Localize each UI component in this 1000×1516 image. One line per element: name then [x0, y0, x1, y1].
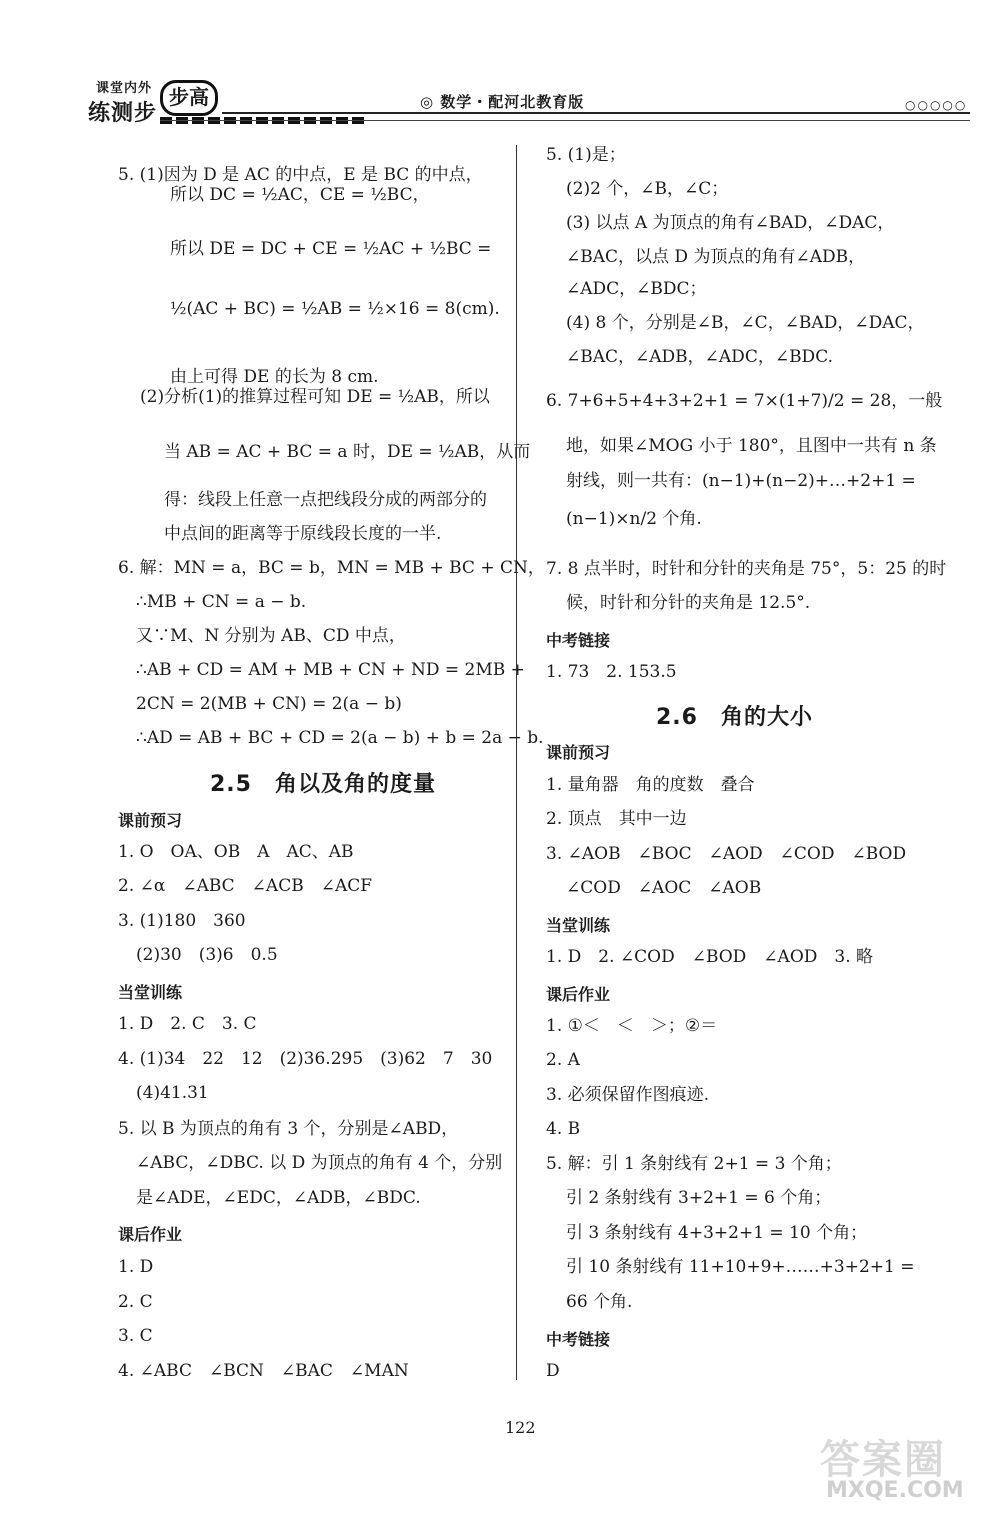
answer-line: ∠BAC，∠ADB，∠ADC，∠BDC.	[566, 347, 833, 367]
answer-line: D	[546, 1361, 560, 1381]
subject-title: ◎ 数学・配河北教育版	[420, 93, 585, 111]
answer-line: 1. 73 2. 153.5	[546, 662, 677, 682]
answer-line: 3. 必须保留作图痕迹.	[546, 1085, 710, 1105]
answer-line: (n−1)×n/2 个角.	[566, 509, 702, 529]
answer-line: 2CN = 2(MB + CN) = 2(a − b)	[136, 694, 402, 714]
answer-line: 1. D 2. ∠COD ∠BOD ∠AOD 3. 略	[546, 947, 874, 967]
answer-line: (2)2 个，∠B，∠C；	[566, 179, 729, 199]
answer-line: 7. 8 点半时，时针和分针的夹角是 75°，5：25 的时	[546, 559, 947, 579]
answer-line: 3. ∠AOB ∠BOC ∠AOD ∠COD ∠BOD	[546, 844, 907, 864]
answer-line: (2)分析(1)的推算过程可知 DE = ½AB，所以	[140, 387, 490, 407]
subheading-exam-link: 中考链接	[546, 1330, 611, 1349]
answer-line: 4. ∠ABC ∠BCN ∠BAC ∠MAN	[118, 1361, 409, 1381]
page-number: 122	[505, 1418, 536, 1437]
header-dots: ○○○○○	[905, 98, 968, 112]
answer-line: 是∠ADE，∠EDC，∠ADB，∠BDC.	[136, 1188, 421, 1208]
answer-line: 5. (1)因为 D 是 AC 的中点，E 是 BC 的中点，	[118, 165, 483, 185]
subheading-classwork: 当堂训练	[118, 983, 183, 1002]
answer-line: ∴AB + CD = AM + MB + CN + ND = 2MB +	[136, 660, 525, 680]
answer-line: 候，时针和分针的夹角是 12.5°.	[566, 593, 811, 613]
answer-line: 5. 以 B 为顶点的角有 3 个，分别是∠ABD，	[118, 1119, 459, 1139]
answer-line: 2. C	[118, 1292, 153, 1312]
answer-line: ½(AC + BC) = ½AB = ½×16 = 8(cm).	[170, 299, 500, 319]
brand-title: 练测步	[88, 101, 158, 126]
answer-line: 中点间的距离等于原线段长度的一半.	[164, 524, 442, 544]
answer-line: 6. 7+6+5+4+3+2+1 = 7×(1+7)/2 = 28，一般	[546, 391, 943, 411]
answer-line: 1. D	[118, 1257, 154, 1277]
answer-line: (4)41.31	[136, 1083, 209, 1103]
answer-line: 引 3 条射线有 4+3+2+1 = 10 个角；	[566, 1223, 868, 1243]
page-header	[0, 0, 1000, 135]
answer-line: 由上可得 DE 的长为 8 cm.	[170, 367, 379, 387]
answer-line: 2. A	[546, 1050, 580, 1070]
subheading-classwork: 当堂训练	[546, 916, 611, 935]
answer-line: (4) 8 个，分别是∠B，∠C，∠BAD，∠DAC，	[566, 313, 925, 333]
answer-line: 得：线段上任意一点把线段分成的两部分的	[164, 490, 487, 510]
answer-line: 4. B	[546, 1119, 581, 1139]
answer-line: 1. ①＜ ＜ ＞；②＝	[546, 1016, 718, 1036]
answer-line: 2. ∠α ∠ABC ∠ACB ∠ACF	[118, 876, 373, 896]
header-rule	[222, 112, 970, 114]
answer-line: 1. O OA、OB A AC、AB	[118, 842, 354, 862]
answer-line: 引 10 条射线有 11+10+9+……+3+2+1 =	[566, 1257, 915, 1277]
answer-line: ∠BAC，以点 D 为顶点的角有∠ADB，	[566, 247, 866, 267]
answer-line: 3. C	[118, 1326, 153, 1346]
answer-line: 当 AB = AC + BC = a 时，DE = ½AB，从而	[164, 442, 531, 462]
answer-line: 地，如果∠MOG 小于 180°，且图中一共有 n 条	[566, 436, 937, 456]
answer-line: 2. 顶点 其中一边	[546, 809, 687, 829]
answer-line: 6. 解：MN = a，BC = b，MN = MB + BC + CN，	[118, 558, 545, 578]
answer-line: (2)30 (3)6 0.5	[136, 945, 278, 965]
subheading-preview: 课前预习	[118, 811, 183, 830]
answer-line: ∠ADC，∠BDC；	[566, 279, 707, 299]
section-heading-2-6: 2.6 角的大小	[656, 705, 813, 730]
answer-line: 所以 DE = DC + CE = ½AC + ½BC =	[170, 239, 492, 259]
watermark-url: MXQE.COM	[826, 1478, 964, 1503]
brand-subtitle: 课堂内外	[96, 81, 153, 96]
answer-line: ∠COD ∠AOC ∠AOB	[566, 878, 762, 898]
answer-line: 5. (1)是；	[546, 145, 626, 165]
answer-line: 又∵M、N 分别为 AB、CD 中点，	[136, 626, 406, 646]
answer-line: ∠ABC，∠DBC. 以 D 为顶点的角有 4 个，分别	[136, 1153, 503, 1173]
answer-line: ∴MB + CN = a − b.	[136, 592, 307, 612]
section-heading-2-5: 2.5 角以及角的度量	[210, 772, 436, 797]
answer-line: 射线，则一共有：(n−1)+(n−2)+…+2+1 =	[566, 471, 916, 491]
answer-line: (3) 以点 A 为顶点的角有∠BAD，∠DAC，	[566, 213, 895, 233]
column-divider	[516, 145, 517, 1380]
answer-line: 所以 DC = ½AC，CE = ½BC，	[170, 185, 430, 205]
subheading-homework: 课后作业	[118, 1225, 183, 1244]
answer-line: 3. (1)180 360	[118, 911, 246, 931]
subheading-homework: 课后作业	[546, 985, 611, 1004]
watermark-logo: 答案圈	[820, 1437, 946, 1483]
answer-line: 4. (1)34 22 12 (2)36.295 (3)62 7 30	[118, 1049, 493, 1069]
subheading-preview: 课前预习	[546, 743, 611, 762]
answer-line: 1. D 2. C 3. C	[118, 1014, 257, 1034]
answer-line: 1. 量角器 角的度数 叠合	[546, 775, 755, 795]
answer-line: 66 个角.	[566, 1292, 633, 1312]
answer-line: ∴AD = AB + BC + CD = 2(a − b) + b = 2a − b.	[136, 728, 544, 748]
answer-line: 5. 解：引 1 条射线有 2+1 = 3 个角；	[546, 1154, 842, 1174]
brand-badge-logo: 步高	[160, 80, 218, 116]
header-rule-thin	[160, 120, 970, 121]
subheading-exam-link: 中考链接	[546, 631, 611, 650]
answer-line: 引 2 条射线有 3+2+1 = 6 个角；	[566, 1188, 832, 1208]
